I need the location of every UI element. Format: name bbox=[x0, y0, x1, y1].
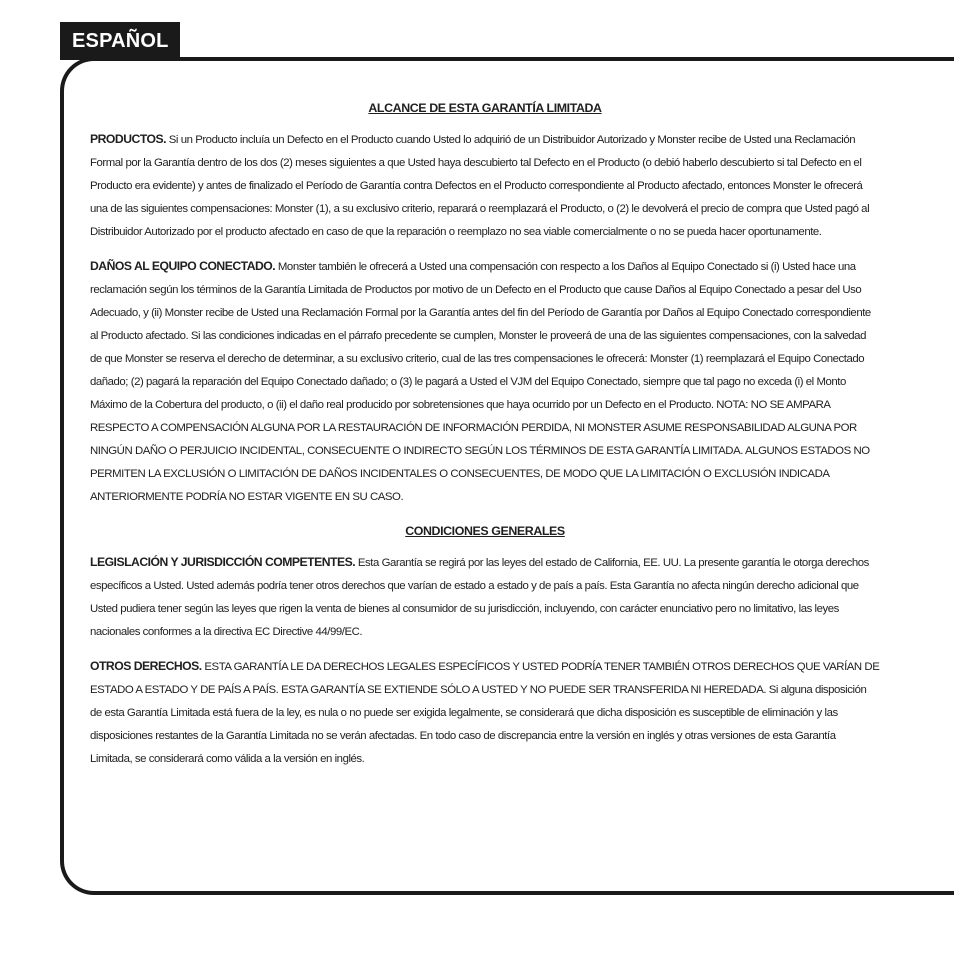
other-rights-paragraph bbox=[90, 655, 880, 771]
connected-equipment-paragraph bbox=[90, 255, 880, 509]
other-rights-lead: OTROS DERECHOS. bbox=[90, 659, 202, 673]
governing-law-text: Esta Garantía se regirá por las leyes del estado de California, EE. UU. La presente garantía le otorga derechos específicos a Usted. Usted además podría tener otros derechos que varían de estado a estado y de país a país. Esta Garantía no afecta ningún derecho adicional que Usted pudiera tener según las leyes que rigen la venta de bienes al consumidor de su jurisdicción, incluyendo, con carácter enunciativo pero no limitativo, las leyes nacionales conformes a la directiva EC Directive 44/99/EC. bbox=[90, 557, 869, 638]
other-rights-text: ESTA GARANTÍA LE DA DERECHOS LEGALES ESPECÍFICOS Y USTED PODRÍA TENER TAMBIÉN OTROS DERECHOS QUE VARÍAN DE ESTADO A ESTADO Y DE PAÍS A PAÍS. ESTA GARANTÍA SE EXTIENDE SÓLO A USTED Y NO PUEDE SER TRANSFERIDA NI HEREDADA. Si alguna disposición de esta Garantía Limitada está fuera de la ley, es nula o no puede ser exigida legalmente, se considerará que dicha disposición es susceptible de eliminación y las disposiciones restantes de la Garantía Limitada no se verán afectadas. En todo caso de discrepancia entre la versión en inglés y otras versiones de esta Garantía Limitada, se considerará como válida a la versión en inglés. bbox=[90, 661, 880, 765]
warranty-content bbox=[90, 97, 880, 782]
products-text: Si un Producto incluía un Defecto en el Producto cuando Usted lo adquirió de un Distribuidor Autorizado y Monster recibe de Usted una Reclamación Formal por la Garantía dentro de los dos (2) meses siguientes a que Usted haya descubierto tal Defecto en el Producto (o debió haberlo descubierto si tal Defecto en el Producto era evidente) y antes de finalizado el Período de Garantía contra Defectos en el Producto correspondiente al Producto afectado, entonces Monster le ofrecerá una de las siguientes compensaciones: Monster (1), a su exclusivo criterio, reparará o reemplazará el Producto, o (2) le devolverá el precio de compra que Usted pagó al Distribuidor Autorizado por el producto afectado en caso de que la reparación o reemplazo no sea viable comercialmente o no se pueda hacer oportunamente. bbox=[90, 134, 870, 238]
products-paragraph bbox=[90, 128, 880, 244]
connected-equipment-text: Monster también le ofrecerá a Usted una compensación con respecto a los Daños al Equipo Conectado si (i) Usted hace una reclamación según los términos de la Garantía Limitada de Productos por motivo de un Defecto en el Producto que cause Daños al Equipo Conectado a pesar del Uso Adecuado, y (ii) Monster recibe de Usted una Reclamación Formal por la Garantía antes del fin del Período de Garantía por Daños al Equipo Conectado correspondiente al Producto afectado. Si las condiciones indicadas en el párrafo precedente se cumplen, Monster le proveerá de una de las siguientes compensaciones, con la salvedad de que Monster se reserva el derecho de determinar, a su exclusivo criterio, cual de las tres compensaciones le ofrecerá: Monster (1) reemplazará el Equipo Conectado dañado; (2) pagará la reparación del Equipo Conectado dañado; o (3) le pagará a Usted el VJM del Equipo Conectado, siempre que tal pago no exceda (i) el Monto Máximo de la Cobertura del producto, o (ii) el daño real producido por sobretensiones que haya ocurrido por un Defecto en el Producto. NOTA: NO SE AMPARA RESPECTO A COMPENSACIÓN ALGUNA POR LA RESTAURACIÓN DE INFORMACIÓN PERDIDA, NI MONSTER ASUME RESPONSABILIDAD ALGUNA POR NINGÚN DAÑO O PERJUICIO INCIDENTAL, CONSECUENTE O INDIRECTO SEGÚN LOS TÉRMINOS DE ESTA GARANTÍA LIMITADA. ALGUNOS ESTADOS NO PERMITEN LA EXCLUSIÓN O LIMITACIÓN DE DAÑOS INCIDENTALES O CONSECUENTES, DE MODO QUE LA LIMITACIÓN O EXCLUSIÓN INDICADA ANTERIORMENTE PODRÍA NO ESTAR VIGENTE EN SU CASO. bbox=[90, 261, 871, 503]
connected-equipment-lead: DAÑOS AL EQUIPO CONECTADO. bbox=[90, 259, 276, 273]
governing-law-paragraph bbox=[90, 551, 880, 644]
governing-law-lead: LEGISLACIÓN Y JURISDICCIÓN COMPETENTES. bbox=[90, 555, 356, 569]
language-tab: ESPAÑOL bbox=[60, 22, 180, 60]
general-conditions-heading: CONDICIONES GENERALES bbox=[405, 524, 565, 538]
products-lead: PRODUCTOS. bbox=[90, 132, 167, 146]
scope-heading: ALCANCE DE ESTA GARANTÍA LIMITADA bbox=[368, 101, 602, 115]
